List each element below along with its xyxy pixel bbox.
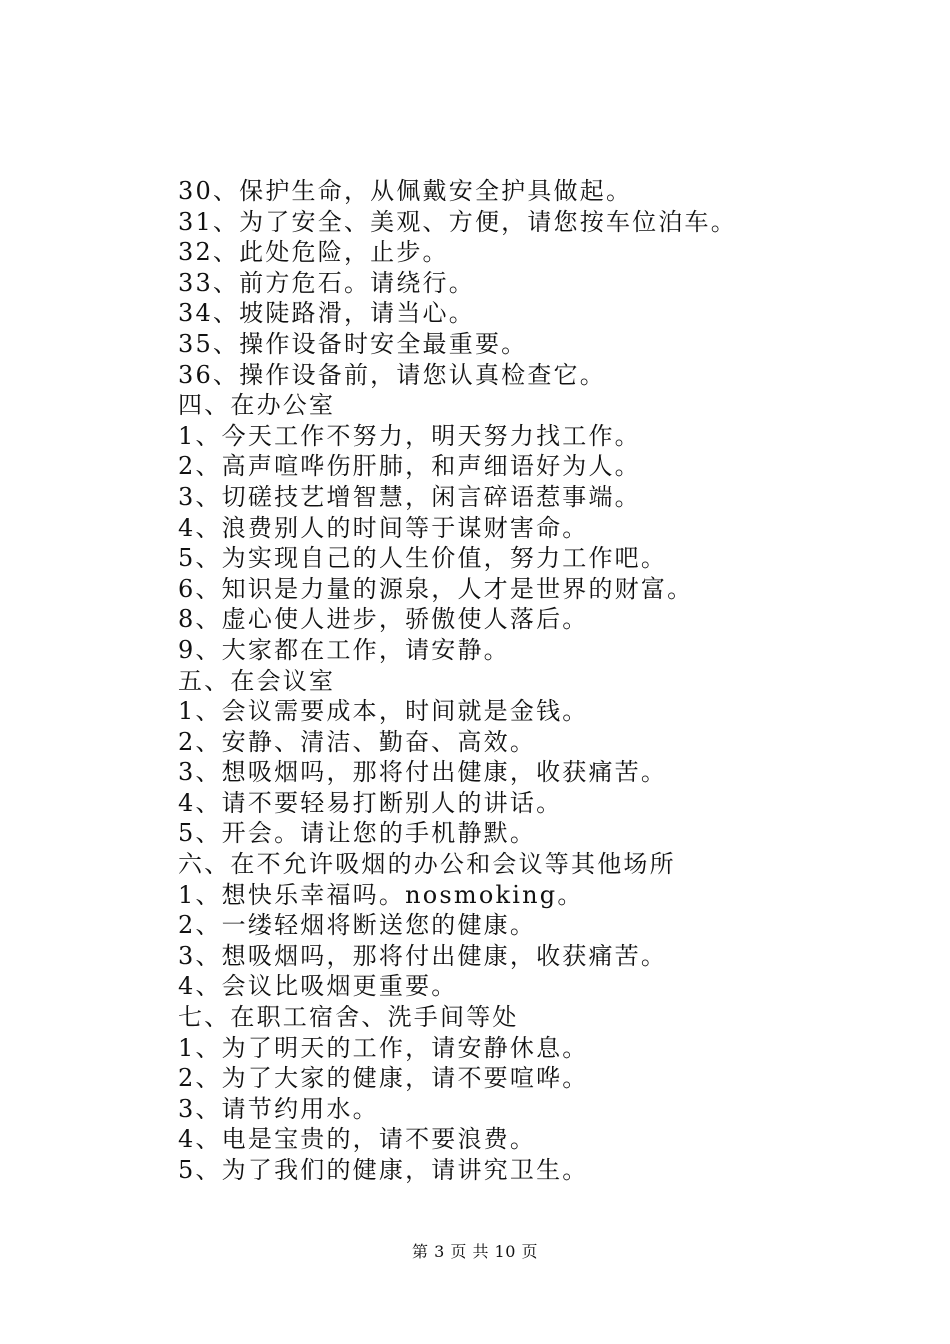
text-line: 31、为了安全、美观、方便，请您按车位泊车。 bbox=[178, 207, 737, 236]
text-line: 1、想快乐幸福吗。nosmoking。 bbox=[178, 880, 584, 909]
text-line: 3、请节约用水。 bbox=[178, 1094, 379, 1123]
text-line: 1、为了明天的工作，请安静休息。 bbox=[178, 1033, 589, 1062]
text-line: 4、浪费别人的时间等于谋财害命。 bbox=[178, 513, 589, 542]
text-line: 9、大家都在工作，请安静。 bbox=[178, 635, 510, 664]
text-line: 8、虚心使人进步，骄傲使人落后。 bbox=[178, 605, 589, 634]
text-line: 5、为了我们的健康，请讲究卫生。 bbox=[178, 1156, 589, 1184]
section-heading: 四、在办公室 bbox=[178, 391, 336, 420]
page-number: 第 3 页 共 10 页 bbox=[412, 1242, 538, 1261]
text-line: 4、会议比吸烟更重要。 bbox=[178, 972, 458, 1001]
text-line: 33、前方危石。请绕行。 bbox=[178, 268, 475, 297]
text-line: 1、今天工作不努力，明天努力找工作。 bbox=[178, 421, 641, 450]
text-line: 4、请不要轻易打断别人的讲话。 bbox=[178, 788, 563, 817]
text-line: 2、安静、清洁、勤奋、高效。 bbox=[178, 727, 537, 756]
text-line: 4、电是宝贵的，请不要浪费。 bbox=[178, 1125, 537, 1154]
text-line: 6、知识是力量的源泉，人才是世界的财富。 bbox=[178, 574, 694, 603]
text-line: 2、一缕轻烟将断送您的健康。 bbox=[178, 911, 537, 940]
text-line: 2、高声喧哗伤肝肺，和声细语好为人。 bbox=[178, 452, 641, 481]
text-line: 36、操作设备前，请您认真检查它。 bbox=[178, 360, 606, 389]
text-line: 1、会议需要成本，时间就是金钱。 bbox=[178, 697, 589, 726]
text-line: 3、想吸烟吗，那将付出健康，收获痛苦。 bbox=[178, 758, 668, 787]
text-line: 30、保护生命，从佩戴安全护具做起。 bbox=[178, 177, 633, 205]
document-body bbox=[178, 176, 918, 1186]
section-heading: 七、在职工宿舍、洗手间等处 bbox=[178, 1003, 519, 1032]
text-line: 3、切磋技艺增智慧，闲言碎语惹事端。 bbox=[178, 482, 641, 511]
text-line: 3、想吸烟吗，那将付出健康，收获痛苦。 bbox=[178, 941, 668, 970]
text-line: 34、坡陡路滑，请当心。 bbox=[178, 299, 475, 328]
page-footer bbox=[0, 1242, 950, 1262]
text-line: 5、为实现自己的人生价值，努力工作吧。 bbox=[178, 544, 668, 573]
text-line: 2、为了大家的健康，请不要喧哗。 bbox=[178, 1064, 589, 1093]
text-line: 5、开会。请让您的手机静默。 bbox=[178, 819, 537, 848]
section-heading: 六、在不允许吸烟的办公和会议等其他场所 bbox=[178, 850, 676, 879]
text-line: 32、此处危险，止步。 bbox=[178, 238, 449, 267]
section-heading: 五、在会议室 bbox=[178, 666, 336, 695]
text-line: 35、操作设备时安全最重要。 bbox=[178, 329, 528, 358]
